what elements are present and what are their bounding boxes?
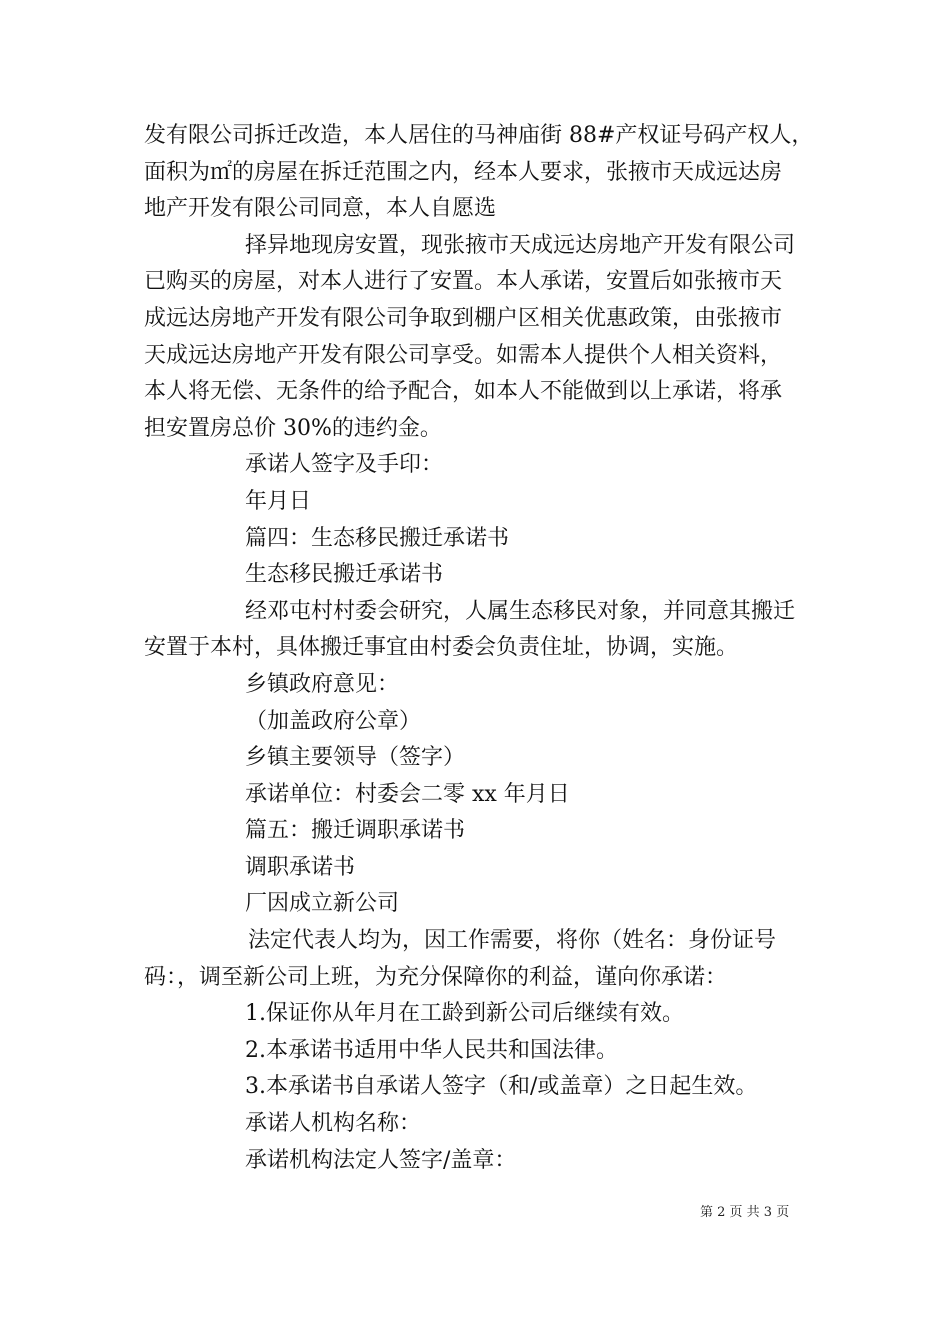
list-item-2: 2.本承诺书适用中华人民共和国法律。 — [245, 1037, 618, 1063]
text-line-11: 年月日 — [245, 488, 312, 514]
text-line-5: 已购买的房屋，对本人进行了安置。本人承诺，安置后如张掖市天 — [144, 269, 783, 295]
text-line-29: 承诺机构法定人签字/盖章： — [245, 1147, 517, 1173]
text-line-28: 承诺人机构名称： — [245, 1111, 422, 1137]
text-line-14: 经邓屯村村委会研究，人属生态移民对象，并同意其搬迁 — [245, 598, 796, 624]
text-line-6: 成远达房地产开发有限公司争取到棚户区相关优惠政策，由张掖市 — [144, 305, 783, 331]
text-line-8: 本人将无偿、无条件的给予配合，如本人不能做到以上承诺，将承 — [144, 379, 783, 405]
text-line-4: 择异地现房安置，现张掖市天成远达房地产开发有限公司 — [245, 232, 796, 258]
text-line-15: 安置于本村，具体搬迁事宜由村委会负责住址，协调，实施。 — [144, 635, 739, 661]
text-line-17: （加盖政府公章） — [245, 708, 422, 734]
text-line-16: 乡镇政府意见： — [245, 671, 400, 697]
section-heading-5: 篇五：搬迁调职承诺书 — [245, 818, 466, 844]
document-title-5: 调职承诺书 — [245, 854, 356, 880]
text-line-7: 天成远达房地产开发有限公司享受。如需本人提供个人相关资料， — [144, 342, 783, 368]
document-title-4: 生态移民搬迁承诺书 — [245, 562, 444, 588]
section-heading-4: 篇四：生态移民搬迁承诺书 — [245, 525, 510, 551]
text-line-10: 承诺人签字及手印： — [245, 452, 444, 478]
text-line-19: 承诺单位：村委会二零 xx 年月日 — [245, 781, 570, 807]
text-line-1: 发有限公司拆迁改造，本人居住的马神庙街 88#产权证号码产权人， — [144, 123, 814, 148]
text-line-18: 乡镇主要领导（签字） — [245, 745, 466, 771]
text-line-3: 地产开发有限公司同意，本人自愿选 — [144, 196, 497, 222]
list-item-1: 1.保证你从年月在工龄到新公司后继续有效。 — [245, 1001, 684, 1027]
text-line-23: 法定代表人均为，因工作需要，将你（姓名：身份证号 — [248, 928, 777, 954]
page-number-footer: 第 2 页 共 3 页 — [700, 1205, 790, 1220]
text-line-22: 厂因成立新公司 — [245, 891, 400, 917]
text-line-9: 担安置房总价 30%的违约金。 — [144, 415, 442, 441]
document-body — [144, 118, 844, 1179]
text-line-24: 码：，调至新公司上班，为充分保障你的利益，谨向你承诺： — [144, 964, 728, 990]
list-item-3: 3.本承诺书自承诺人签字（和/或盖章）之日起生效。 — [245, 1074, 758, 1100]
text-line-2: 面积为㎡的房屋在拆迁范围之内，经本人要求，张掖市天成远达房 — [144, 159, 783, 185]
